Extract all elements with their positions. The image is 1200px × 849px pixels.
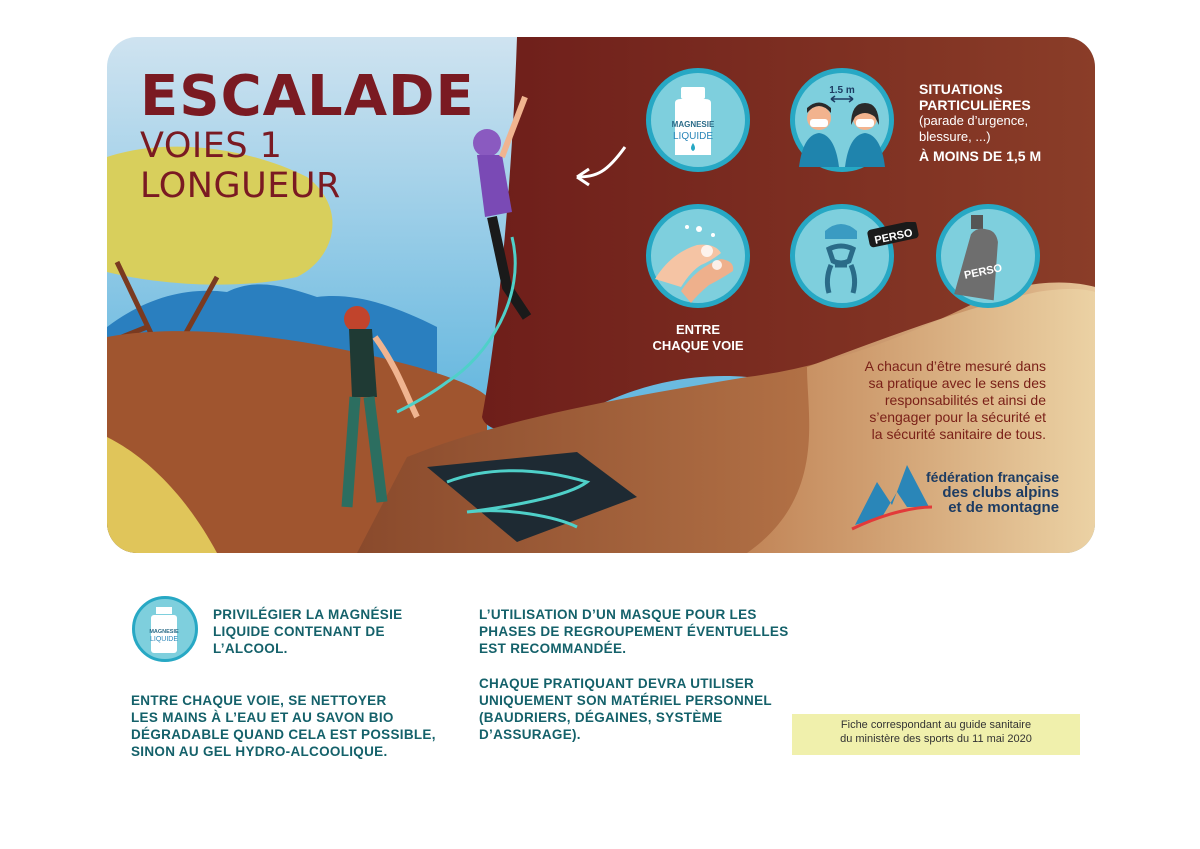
logo-line2: des clubs alpins xyxy=(942,484,1060,501)
magnesie-label-2: LIQUIDE xyxy=(672,131,714,142)
logo-line3: et de montagne xyxy=(948,499,1060,516)
water-bottle-icon xyxy=(936,204,1040,308)
responsibility-quote xyxy=(830,358,1046,443)
distance-label: 1.5 m xyxy=(829,85,855,96)
material-advice-line2: UNIQUEMENT SON MATÉRIEL PERSONNEL xyxy=(479,693,772,708)
harness-helmet-icon xyxy=(790,204,894,308)
quote-line1: A chacun d’être mesuré dans xyxy=(864,358,1046,374)
perso-tag-label: PERSO xyxy=(873,227,914,247)
material-advice-line4: D’ASSURAGE). xyxy=(479,727,581,742)
quote-line3: responsabilités et ainsi de xyxy=(884,392,1046,408)
masks-distance-icon xyxy=(790,68,894,172)
material-advice-line3: (BAUDRIERS, DÉGAINES, SYSTÈME xyxy=(479,710,723,725)
title-line2: VOIES 1 xyxy=(140,126,283,166)
material-advice xyxy=(479,675,772,743)
mask-advice xyxy=(479,606,789,657)
magnesie-label-1: MAGNESIE xyxy=(671,120,715,129)
title-line3: LONGUEUR xyxy=(140,166,341,206)
quote-line4: s’engager pour la sécurité et xyxy=(869,409,1046,425)
situations-line1: SITUATIONS xyxy=(919,81,1003,97)
hand-washing-icon xyxy=(646,204,750,308)
hands-label xyxy=(646,322,750,354)
perso-tag xyxy=(866,222,922,248)
note-line2: du ministère des sports du 11 mai 2020 xyxy=(840,733,1032,745)
ffcam-logo xyxy=(926,470,1059,515)
magnesie-advice-line2: LIQUIDE CONTENANT DE xyxy=(213,624,385,639)
situations-line4: blessure, ...) xyxy=(919,129,991,144)
magnesie-small-label-2: LIQUIDE xyxy=(149,636,179,643)
magnesie-advice-line3: L’ALCOOL. xyxy=(213,641,288,656)
situations-text xyxy=(919,81,1041,164)
sanitary-guide-note xyxy=(792,714,1080,755)
magnesie-advice xyxy=(213,606,402,657)
magnesie-small-icon xyxy=(132,596,198,662)
magnesie-bottle-icon xyxy=(646,68,750,172)
magnesie-advice-line1: PRIVILÉGIER LA MAGNÉSIE xyxy=(213,607,403,622)
hands-advice-line3: DÉGRADABLE QUAND CELA EST POSSIBLE, xyxy=(131,727,436,742)
hands-advice-line4: SINON AU GEL HYDRO-ALCOOLIQUE. xyxy=(131,744,388,759)
quote-line2: sa pratique avec le sens des xyxy=(868,375,1046,391)
hands-advice-line1: ENTRE CHAQUE VOIE, SE NETTOYER xyxy=(131,693,387,708)
material-advice-line1: CHAQUE PRATIQUANT DEVRA UTILISER xyxy=(479,676,755,691)
title-main: ESCALADE xyxy=(140,64,475,129)
perso-bottle-label: PERSO xyxy=(963,262,1004,282)
hands-advice xyxy=(131,692,436,760)
magnesie-small-label-1: MAGNESIE xyxy=(149,629,179,635)
note-line1: Fiche correspondant au guide sanitaire xyxy=(840,719,1032,731)
situations-line3: (parade d’urgence, xyxy=(919,113,1029,128)
mask-advice-line3: EST RECOMMANDÉE. xyxy=(479,641,627,656)
mask-advice-line2: PHASES DE REGROUPEMENT ÉVENTUELLES xyxy=(479,624,789,639)
situations-line2: PARTICULIÈRES xyxy=(919,97,1031,113)
mask-advice-line1: L’UTILISATION D’UN MASQUE POUR LES xyxy=(479,607,757,622)
hands-advice-line2: LES MAINS À L’EAU ET AU SAVON BIO xyxy=(131,710,394,725)
situations-line5: À MOINS DE 1,5 M xyxy=(919,148,1042,164)
poster-title xyxy=(140,64,475,206)
quote-line5: la sécurité sanitaire de tous. xyxy=(871,426,1046,442)
hands-label-line2: CHAQUE VOIE xyxy=(652,338,744,353)
hands-label-line1: ENTRE xyxy=(675,322,721,337)
logo-line1: fédération française xyxy=(926,469,1060,485)
